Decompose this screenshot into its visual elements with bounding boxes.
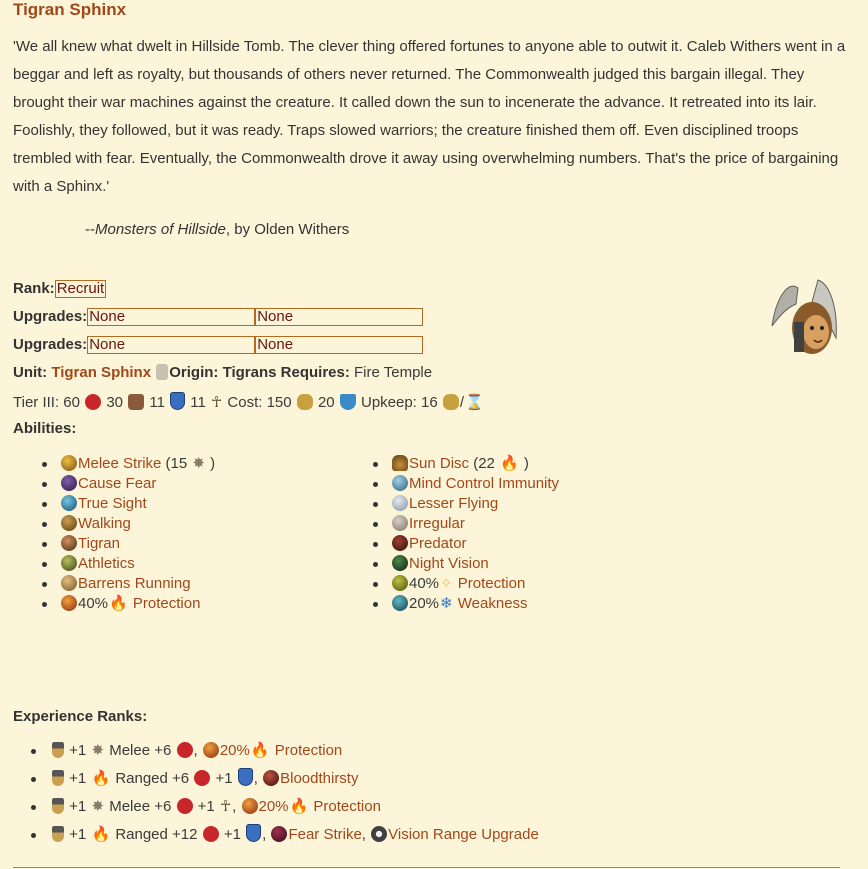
ability-item	[369, 534, 559, 554]
ability-link[interactable]: Night Vision	[409, 555, 489, 572]
heart-icon	[85, 394, 101, 410]
ability-link[interactable]: Mind Control Immunity	[409, 475, 560, 492]
strike-icon: ✸	[91, 742, 105, 759]
cost-text: Cost: 150	[227, 394, 292, 411]
ability-link[interactable]: Irregular	[409, 515, 465, 532]
ability-percent: 40%	[409, 575, 440, 592]
melee-strike-icon	[61, 455, 77, 471]
stats-row	[13, 392, 485, 411]
tigran-icon	[61, 535, 77, 551]
divider	[13, 867, 840, 868]
experience-rank: +1 ✸ Melee +6 , 20%🔥 Protection	[13, 740, 539, 768]
abilities-list-right	[369, 454, 559, 614]
upgrades-label: Upgrades:	[13, 308, 88, 325]
ability-link[interactable]: Protection	[132, 595, 201, 612]
experience-rank: +1 ✸ Melee +6 +1 ☥, 20%🔥 Protection	[13, 796, 539, 824]
ability-item	[38, 574, 215, 594]
rank-bonus: +1	[69, 742, 87, 759]
fire-icon: 🔥	[91, 826, 111, 843]
unit-label: Unit:	[13, 364, 48, 381]
ability-item	[369, 514, 559, 534]
rank-stat: Melee +6	[109, 742, 172, 759]
cause-fear-icon	[61, 475, 77, 491]
gold-icon	[443, 394, 459, 410]
ability-item	[38, 454, 215, 474]
rank-ability-link[interactable]: Protection	[274, 742, 343, 759]
abilities-heading: Abilities:	[13, 420, 77, 437]
lesser-flying-icon	[392, 495, 408, 511]
upgrade-select-a[interactable]: None	[87, 336, 255, 354]
page-title: Tigran Sphinx	[13, 0, 127, 19]
experience-rank: +1 🔥 Ranged +6 +1 , Bloodthirsty	[13, 768, 539, 796]
night-vision-icon	[392, 555, 408, 571]
fire-icon: 🔥	[109, 595, 128, 612]
sun-disc-icon	[392, 455, 408, 471]
ability-link[interactable]: Melee Strike	[78, 455, 162, 472]
mind-control-immunity-icon	[392, 475, 408, 491]
ability-item	[38, 534, 215, 554]
rank-ability-link[interactable]: Fear Strike	[288, 826, 362, 843]
rank-stat: Melee +6	[109, 798, 172, 815]
rank-ability-link[interactable]: Protection	[313, 798, 381, 815]
rank-percent: 20%	[258, 798, 289, 815]
fear-strike-icon	[271, 826, 287, 842]
requires-value: Fire Temple	[354, 364, 433, 381]
ability-link[interactable]: Predator	[409, 535, 467, 552]
ability-item	[369, 494, 559, 514]
gold-icon	[297, 394, 313, 410]
true-sight-icon	[61, 495, 77, 511]
rank-medal-icon	[52, 742, 64, 758]
attribution-prefix: --	[85, 221, 95, 238]
upgrade-select-a[interactable]: None	[87, 308, 255, 326]
ability-link[interactable]: Cause Fear	[78, 475, 157, 492]
rank-label: Rank:	[13, 280, 55, 297]
ankh-icon: ☥	[211, 394, 223, 411]
heart-icon	[177, 742, 193, 758]
rank-value[interactable]: Recruit	[56, 280, 105, 298]
ability-link[interactable]: Sun Disc	[409, 455, 470, 472]
fire-icon: 🔥	[500, 455, 519, 472]
experience-ranks-list	[13, 740, 539, 852]
attribution-book: Monsters of Hillside	[95, 221, 226, 238]
fire-protection-icon	[61, 595, 77, 611]
origin-value: Tigrans	[222, 364, 277, 381]
shield-icon	[246, 824, 261, 842]
rank-ability-link[interactable]: Vision Range Upgrade	[388, 826, 539, 843]
shield-icon	[238, 768, 253, 786]
rank-bonus: +1	[69, 770, 87, 787]
rank-extra: +1	[215, 770, 233, 787]
rank-extra: +1	[223, 826, 241, 843]
rank-percent: 20%	[219, 742, 250, 759]
ability-percent: 40%	[78, 595, 109, 612]
requires-label: Requires:	[280, 364, 350, 381]
upkeep-text: Upkeep: 16	[360, 394, 438, 411]
rank-row	[13, 280, 106, 298]
experience-heading: Experience Ranks:	[13, 708, 148, 725]
abilities-list-left	[38, 454, 215, 614]
frost-icon: ❄	[440, 595, 453, 612]
fire-icon: 🔥	[91, 770, 111, 787]
move-value: 11	[149, 394, 165, 411]
hp-value: 30	[106, 394, 123, 411]
ability-damage-end: )	[205, 455, 216, 472]
spirit-protection-icon	[392, 575, 408, 591]
ability-link[interactable]: Walking	[78, 515, 131, 532]
unit-name-link[interactable]: Tigran Sphinx	[51, 364, 152, 381]
ability-link[interactable]: Tigran	[78, 535, 120, 552]
spirit-icon: ✧	[440, 575, 453, 592]
ability-item	[38, 554, 215, 574]
vision-icon	[371, 826, 387, 842]
gold-value: 20	[317, 394, 335, 411]
attribution-suffix: , by Olden Withers	[225, 221, 350, 238]
ability-damage-end: )	[519, 455, 529, 472]
ability-item	[369, 594, 559, 614]
origin-label: Origin:	[169, 364, 219, 381]
ability-link[interactable]: Protection	[457, 575, 526, 592]
heart-icon	[203, 826, 219, 842]
ability-damage: (15	[161, 455, 192, 472]
ability-item	[38, 514, 215, 534]
protection-icon	[203, 742, 219, 758]
bloodthirsty-icon	[263, 770, 279, 786]
rank-medal-icon	[52, 770, 64, 786]
fire-icon: 🔥	[250, 742, 270, 759]
upgrade-select-b[interactable]: None	[255, 308, 423, 326]
rank-bonus: +1	[69, 826, 87, 843]
ability-item	[369, 454, 559, 474]
ability-link[interactable]: True Sight	[78, 495, 147, 512]
mana-icon	[340, 394, 356, 410]
ability-item	[38, 494, 215, 514]
upkeep-slash: /	[459, 394, 465, 411]
scroll-icon	[156, 364, 168, 380]
hourglass-icon: ⌛	[465, 394, 484, 411]
heart-icon	[177, 798, 193, 814]
rank-medal-icon	[52, 798, 64, 814]
tier-text: Tier III: 60	[13, 394, 80, 411]
protection-icon	[242, 798, 258, 814]
upgrade-select-b[interactable]: None	[255, 336, 423, 354]
upgrades-row-2	[13, 336, 423, 354]
rank-extra: +1	[197, 798, 215, 815]
ability-item	[38, 594, 215, 614]
experience-rank: +1 🔥 Ranged +12 +1 , Fear Strike, Vision Range Upgrade	[13, 824, 539, 852]
athletics-icon	[61, 555, 77, 571]
ability-link[interactable]: Lesser Flying	[409, 495, 499, 512]
ability-item	[369, 554, 559, 574]
rank-bonus: +1	[69, 798, 87, 815]
strike-icon: ✸	[91, 798, 105, 815]
boot-icon	[128, 394, 144, 410]
upgrades-row-1	[13, 308, 423, 326]
frost-weakness-icon	[392, 595, 408, 611]
rank-stat: Ranged +12	[115, 826, 198, 843]
unit-portrait	[768, 278, 840, 360]
ability-percent: 20%	[409, 595, 440, 612]
heart-icon	[194, 770, 210, 786]
unit-row	[13, 364, 432, 381]
ankh-icon: ☥	[219, 798, 232, 815]
rank-ability-link[interactable]: Bloodthirsty	[280, 770, 359, 787]
predator-icon	[392, 535, 408, 551]
unit-page	[13, 0, 853, 843]
ability-item	[369, 574, 559, 594]
barrens-running-icon	[61, 575, 77, 591]
ability-item	[369, 474, 559, 494]
walking-icon	[61, 515, 77, 531]
ability-damage: (22	[469, 455, 500, 472]
lore-attribution	[85, 221, 853, 238]
rank-medal-icon	[52, 826, 64, 842]
ability-item	[38, 474, 215, 494]
upgrades-label: Upgrades:	[13, 336, 88, 353]
ability-link[interactable]: Athletics	[78, 555, 135, 572]
lore-quote: 'We all knew what dwelt in Hillside Tomb. The clever thing offered fortunes to anyone able to outwit it. Caleb Withers went in a beggar and left as royalty, but thousands of others never returned. The Commonwealth judged this bargain illegal. They brought their war machines against the creature. It called down the sun to incenerate the advance. It retreated into its lair. Foolishly, they followed, but it was ready. Traps slowed warriors; the creature finished them off. Even disciplined troops trembled with fear. Eventually, the Commonwealth drove it away using overwhelming numbers. That's the price of bargaining with a Sphinx.'	[13, 38, 846, 195]
strike-icon: ✸	[192, 455, 205, 472]
rank-stat: Ranged +6	[115, 770, 190, 787]
fire-icon: 🔥	[289, 798, 309, 815]
shield-icon	[170, 392, 185, 410]
ability-link[interactable]: Barrens Running	[78, 575, 191, 592]
irregular-icon	[392, 515, 408, 531]
ability-link[interactable]: Weakness	[457, 595, 528, 612]
defense-value: 11	[190, 394, 206, 411]
